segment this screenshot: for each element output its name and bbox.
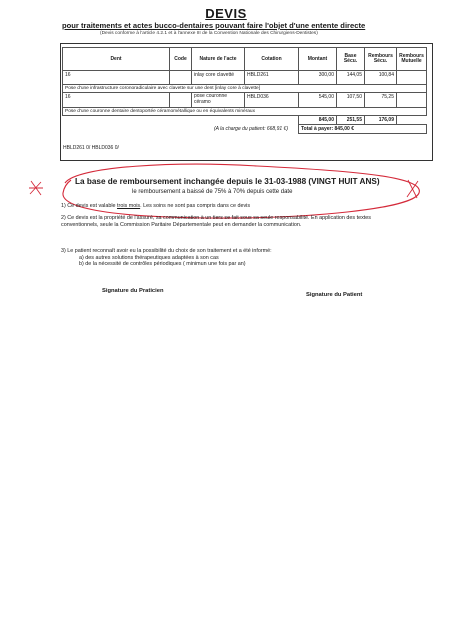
column-header: Montant (299, 48, 337, 71)
cell-cotation: HBLD261 (245, 71, 299, 85)
document-title: DEVIS (205, 6, 247, 21)
cell-cotation: HBLD036 (245, 93, 299, 108)
table-row (63, 93, 427, 108)
totals-row (63, 116, 427, 125)
cell-remb-secu: 75,25 (365, 93, 397, 108)
cell-dent: 16 (63, 71, 170, 85)
cell-nature: pose couronne céramo (192, 93, 245, 108)
act-description: Pose d'une couronne dentaire dentoportée céramométallique ou en équivalents minéraux (63, 108, 427, 116)
reference-line: HBLD261 0/ HBLD036 0/ (63, 145, 119, 151)
notice-subtitle: le remboursement a baissé de 75% à 70% depuis cette date (132, 189, 293, 195)
total-to-pay: Total à payer: 845,00 € (299, 125, 427, 134)
validity-duration: trois mois (117, 203, 141, 209)
cell-montant: 300,00 (299, 71, 337, 85)
cell-remb-secu: 100,84 (365, 71, 397, 85)
column-header: Base Sécu. (337, 48, 365, 71)
handwritten-cross-left (28, 179, 44, 197)
total-remb-secu: 176,09 (365, 116, 397, 125)
column-header: Rembours Sécu. (365, 48, 397, 71)
cell-base: 107,50 (337, 93, 365, 108)
cell-base: 144,05 (337, 71, 365, 85)
validity-clause: 1) Ce devis est valable trois mois. Les soins ne sont pas compris dans ce devis (61, 203, 251, 209)
handwritten-cross-right (405, 178, 421, 200)
convention-note: (Devis conforme à l'article 4.2.1 et à l'annexe III de la Convention Nationale des Chirurgiens-Dentistes) (100, 31, 318, 36)
column-header: Dent (63, 48, 170, 71)
practitioner-signature-label: Signature du Praticien (102, 288, 164, 294)
table-row-description (63, 85, 427, 93)
column-header: Code (170, 48, 192, 71)
cell-code (170, 71, 192, 85)
notice-title: La base de remboursement inchangée depuis le 31-03-1988 (VINGT HUIT ANS) (75, 177, 380, 186)
table-header-row (63, 48, 427, 71)
patient-signature-label: Signature du Patient (306, 292, 363, 298)
cell-montant: 545,00 (299, 93, 337, 108)
column-header: Nature de l'acte (192, 48, 245, 71)
total-base: 251,55 (337, 116, 365, 125)
information-clause: 3) Le patient reconnaît avoir eu la possibilité du choix de son traitement et a été informé: a) des autres solutions thérapeutiques adaptées à son cas b) de la nécessité de contrôles périodiques ( minimun une fois par an) (61, 248, 272, 268)
cell-remb-mutuelle (397, 71, 427, 85)
total-montant: 845,00 (299, 116, 337, 125)
column-header: Rembours Mutuelle (397, 48, 427, 71)
cell-remb-mutuelle (397, 93, 427, 108)
payment-row (63, 125, 427, 134)
cell-code (170, 93, 192, 108)
act-description: Pose d'une infrastructure coronoradiculaire avec clavette sur une dent [inlay core à clavette] (63, 85, 427, 93)
cell-dent: 16 (63, 93, 170, 108)
column-header: Cotation (245, 48, 299, 71)
table-row-description (63, 108, 427, 116)
quote-table (62, 47, 427, 134)
table-row (63, 71, 427, 85)
ownership-clause: 2) Ce devis est la propriété de l'assuré, sa communication à un tiers se fait sous sa seule responsabilité. En application des textes conventionnels, seule la Commission Paritaire Départementale peut en demander la communication. (61, 215, 371, 228)
cell-nature: inlay core clavetté (192, 71, 245, 85)
patient-share: (A la charge du patient: 668,91 €) (213, 125, 288, 132)
document-subtitle: pour traitements et actes bucco-dentaires pouvant faire l'objet d'une entente directe (62, 21, 366, 30)
